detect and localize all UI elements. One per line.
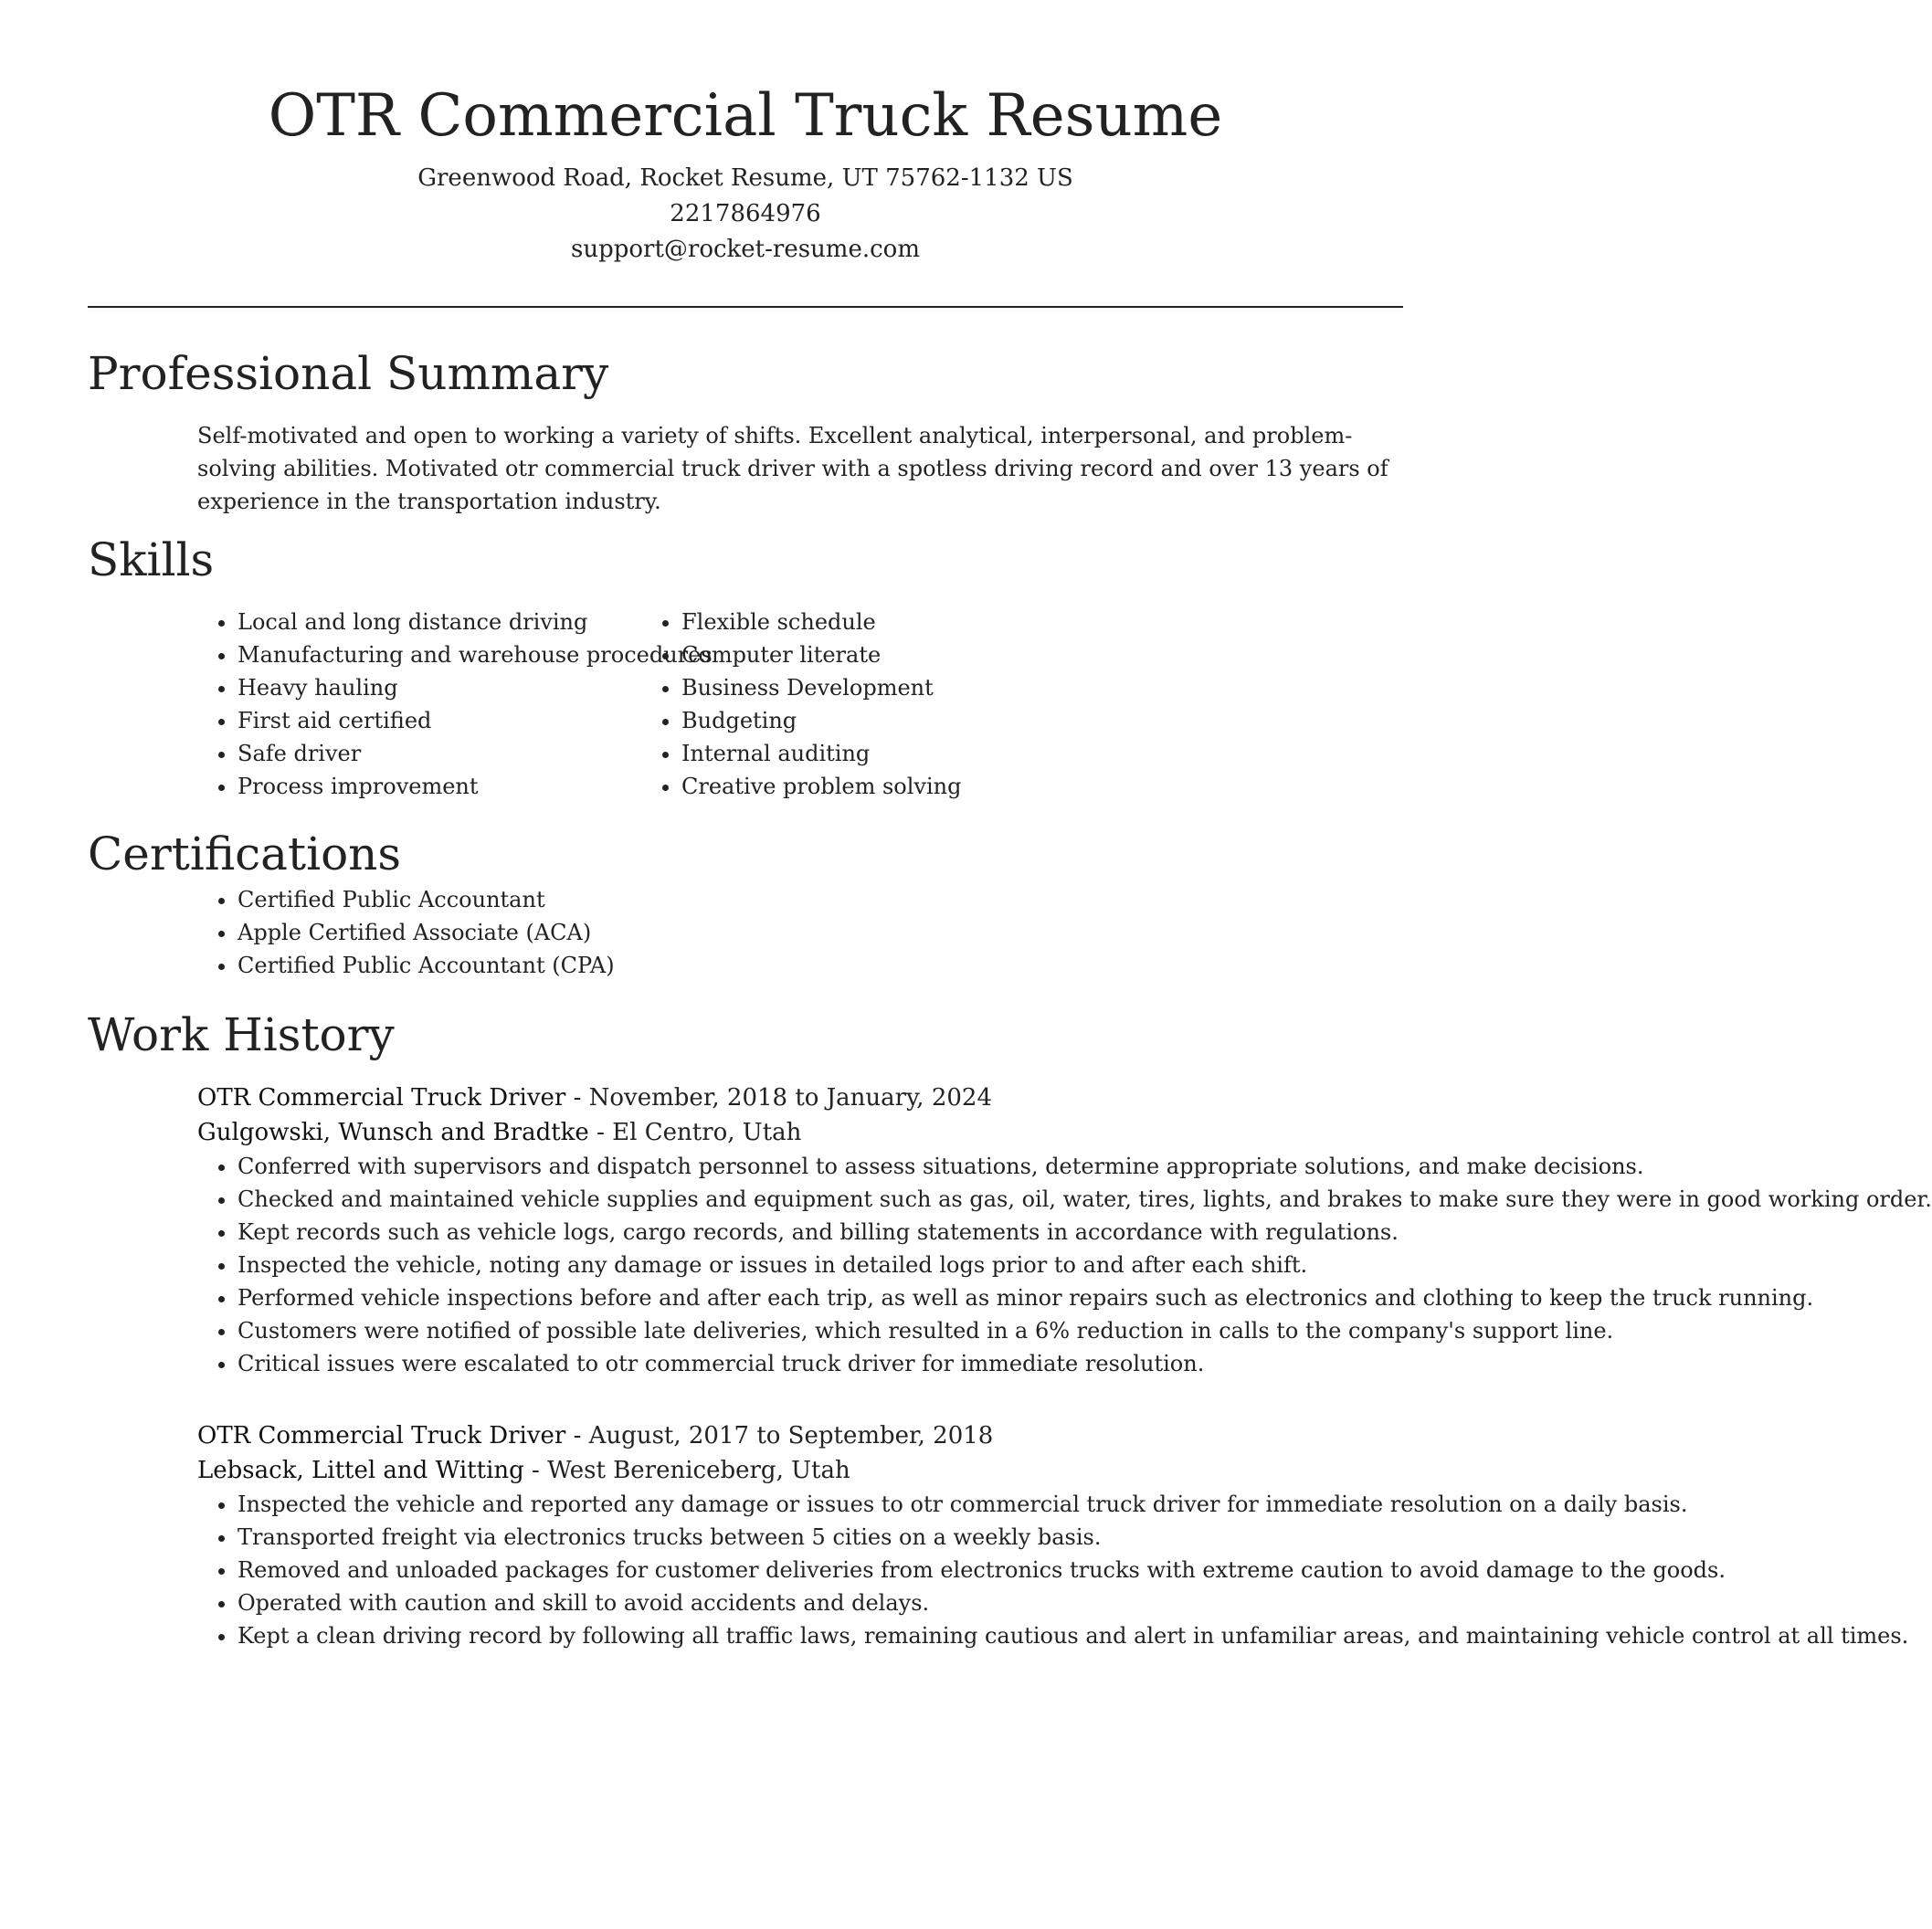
skill-item: • Creative problem solving: [681, 770, 961, 803]
contact-block: [88, 161, 1403, 268]
work-history-heading: Work History: [88, 1008, 395, 1061]
skill-item: • Heavy hauling: [238, 671, 681, 704]
job-entry: [88, 1080, 1932, 1380]
skills-column-right: [681, 606, 961, 803]
contact-address: Greenwood Road, Rocket Resume, UT 75762-1132 US: [417, 164, 1073, 192]
job-location: West Bereniceberg, Utah: [547, 1457, 850, 1484]
separator: -: [565, 1422, 589, 1449]
skill-item: • Local and long distance driving: [238, 606, 681, 638]
job-duty: • Critical issues were escalated to otr commercial truck driver for immediate resolution.: [238, 1347, 1403, 1380]
skill-item: • Business Development: [681, 671, 961, 704]
job-duty: • Kept a clean driving record by following all traffic laws, remaining cautious and alert in unfamiliar areas, and maintaining vehicle control at all times.: [238, 1619, 1403, 1652]
skill-item: • Budgeting: [681, 704, 961, 737]
separator: -: [523, 1457, 548, 1484]
separator: -: [565, 1084, 589, 1112]
summary-text: Self-motivated and open to working a variety of shifts. Excellent analytical, interpersonal, and problem-solving abilities. Motivated otr commercial truck driver with a spotless driving record and over 13 years of experience in the transportation industry.: [197, 423, 1388, 514]
job-location: El Centro, Utah: [612, 1119, 802, 1146]
job-duty: • Removed and unloaded packages for customer deliveries from electronics trucks with extreme caution to avoid damage to the goods.: [238, 1554, 1403, 1586]
skills-list: [88, 606, 1403, 803]
skill-item: • Flexible schedule: [681, 606, 961, 638]
job-duty: • Checked and maintained vehicle supplies and equipment such as gas, oil, water, tires, lights, and brakes to make sure they were in good working order.: [238, 1183, 1403, 1216]
job-title: OTR Commercial Truck Driver: [197, 1084, 566, 1112]
separator: -: [588, 1119, 613, 1146]
job-duty: • Performed vehicle inspections before and after each trip, as well as minor repairs such as electronics and clothing to keep the truck running.: [238, 1281, 1403, 1314]
summary-heading: Professional Summary: [88, 347, 609, 400]
job-company: Lebsack, Littel and Witting: [197, 1457, 524, 1484]
job-duty: • Transported freight via electronics trucks between 5 cities on a weekly basis.: [238, 1521, 1403, 1554]
job-dates: August, 2017 to September, 2018: [588, 1422, 994, 1449]
certification-item: • Apple Certified Associate (ACA): [238, 916, 1403, 949]
contact-phone: 2217864976: [670, 200, 821, 227]
skill-item: • Process improvement: [238, 770, 681, 803]
job-duty: • Inspected the vehicle, noting any damage or issues in detailed logs prior to and after each shift.: [238, 1249, 1403, 1281]
contact-email[interactable]: support@rocket-resume.com: [570, 236, 920, 263]
certifications-list: [88, 883, 1403, 982]
certification-item: • Certified Public Accountant (CPA): [238, 949, 1403, 982]
job-duty: • Kept records such as vehicle logs, cargo records, and billing statements in accordance with regulations.: [238, 1216, 1403, 1249]
job-company-line: [197, 1453, 1403, 1488]
job-title: OTR Commercial Truck Driver: [197, 1422, 566, 1449]
certifications-heading: Certifications: [88, 827, 402, 880]
job-duty: • Inspected the vehicle and reported any damage or issues to otr commercial truck driver for immediate resolution on a daily basis.: [238, 1488, 1403, 1521]
skill-item: • Safe driver: [238, 737, 681, 770]
skill-item: • Internal auditing: [681, 737, 961, 770]
job-company-line: [197, 1115, 1403, 1150]
job-company: Gulgowski, Wunsch and Bradtke: [197, 1119, 589, 1146]
header-divider: [88, 306, 1403, 308]
job-duties-list: [88, 1488, 1909, 1652]
job-title-line: [197, 1418, 1403, 1453]
job-dates: November, 2018 to January, 2024: [588, 1084, 992, 1112]
skill-item: • Computer literate: [681, 638, 961, 671]
job-duty: • Customers were notified of possible late deliveries, which resulted in a 6% reduction in calls to the company's support line.: [238, 1314, 1403, 1347]
skills-heading: Skills: [88, 533, 215, 586]
resume-title: OTR Commercial Truck Resume: [268, 82, 1223, 150]
skill-item: • Manufacturing and warehouse procedures: [238, 638, 681, 671]
job-entry: [88, 1418, 1909, 1652]
skill-item: • First aid certified: [238, 704, 681, 737]
job-duty: • Conferred with supervisors and dispatch personnel to assess situations, determine appropriate solutions, and make decisions.: [238, 1150, 1403, 1183]
certification-item: • Certified Public Accountant: [238, 883, 1403, 916]
resume-page: [88, 0, 1932, 1652]
job-duty: • Operated with caution and skill to avoid accidents and delays.: [238, 1586, 1403, 1619]
job-title-line: [197, 1080, 1403, 1115]
job-duties-list: [88, 1150, 1932, 1380]
